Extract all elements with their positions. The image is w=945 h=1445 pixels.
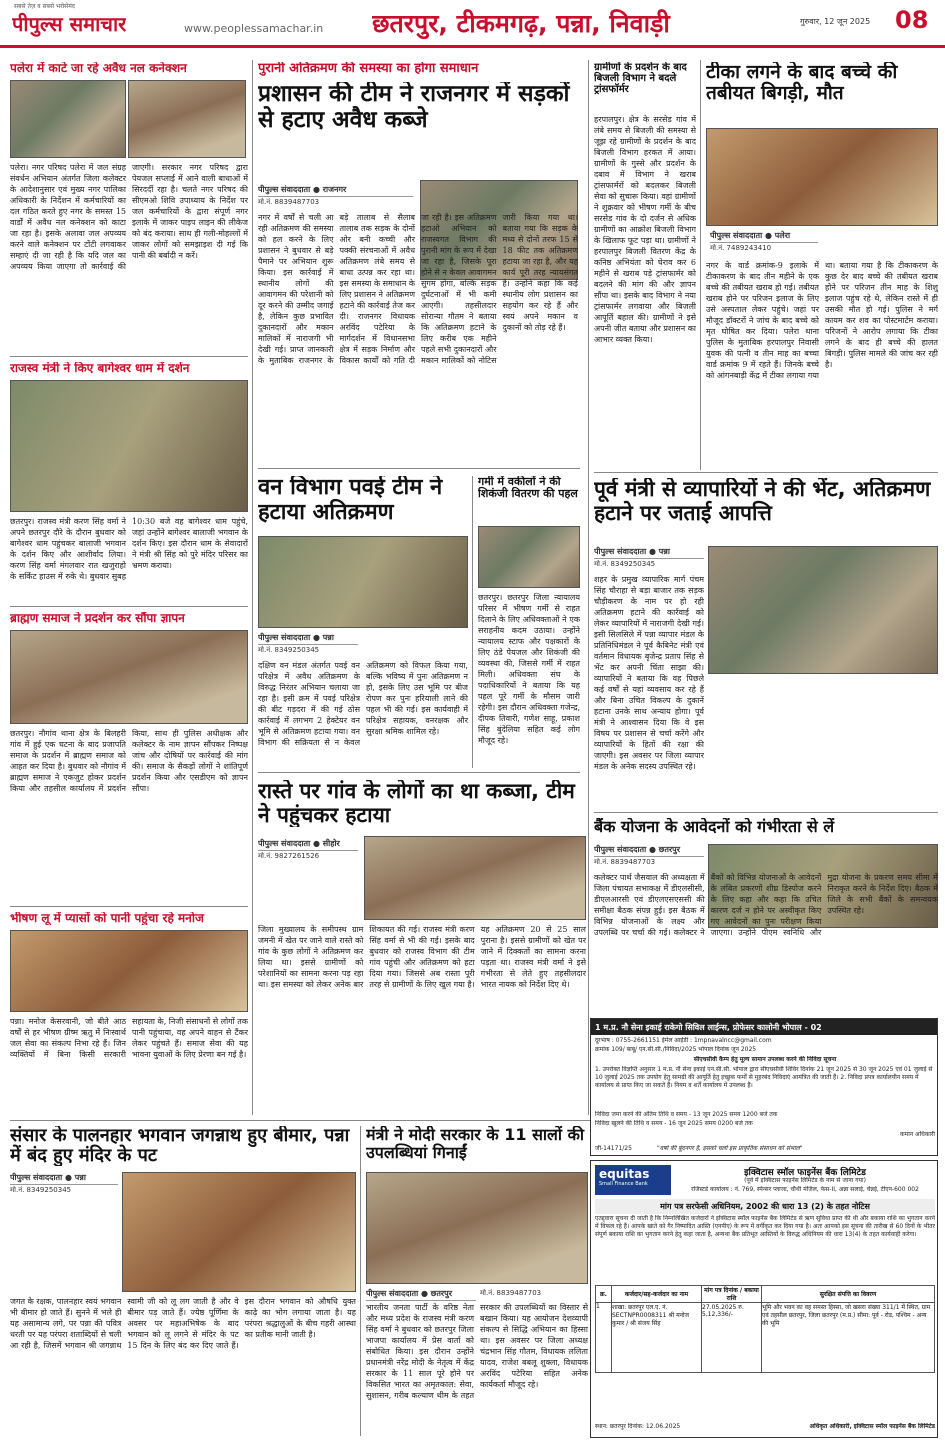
story-1-photo-a: [10, 80, 126, 158]
story-9-body: छतरपुर। छतरपुर जिला न्यायालय परिसर में भीषण गर्मी से राहत दिलाने के लिए अधिवक्ताओं ने एक सराहनीय कदम उठाया। उन्होंने न्यायालय स्टाफ और पक्षकारों के लिए ठंडे पेयजल और शिकंजी की व्यवस्था की, जिससे गर्मी में राहत मिली। अधिवक्ता संघ के पदाधिकारियों ने बताया कि यह पहल पूरे गर्मी के मौसम जारी रहेगी। इस दौरान अधिवक्ता गजेन्द्र, दीपक तिवारी, गणेश साहू, प्रकाश सिंह बुंदेलिया सहित कई लोग मौजूद रहे।: [478, 593, 580, 745]
story-10-mobile: मो.नं. 8349250345: [594, 560, 656, 568]
story-11-byline: पीपुल्स संवाददाता ● सीहोर: [258, 838, 358, 851]
story-8-mobile: मो.नं. 8349250345: [258, 646, 320, 654]
story-11-body: जिला मुख्यालय के समीपस्थ ग्राम जमनी में खेत पर जाने वाले रास्ते को गांव के कुछ लोगों ने अतिक्रमण कर लिया था। इससे ग्रामीणों को परेशानियों का सामना करना पड़ रहा था। इस समस्या को लेकर अनेक बार शिकायत की गई। राजस्व मंत्री करण सिंह वर्मा से भी की गई। इसके बाद बुधवार को राजस्व विभाग की टीम गांव पहुंची और अतिक्रमण को हटा दिया गया। जिससे अब रास्ता पूरी तरह से ग्रामीणों के लिए खुल गया है। यह अतिक्रमण 20 से 25 साल पुराना है। इससे ग्रामीणों को खेत पर जाने में दिक्कतों का सामना करना पड़ता था। राजस्व मंत्री वर्मा ने इसे गंभीरता से लेते हुए तहसीलदार भारत नायक को निर्देश दिए थे।: [258, 925, 586, 989]
equitas-place-date: स्थान: छतरपुर दिनांक: 12.06.2025: [595, 1423, 681, 1430]
story-12-mobile: मो.नं. 8839487703: [594, 858, 656, 866]
table-header-3: सुरक्षित संपत्ति का विवरण: [762, 1286, 935, 1303]
story-1-body: पलेरा। नगर परिषद पलेरा में जल संग्रह संवर्धन अभियान अंतर्गत जिला कलेक्टर के आदेशानुसार एवं मुख्य नगर पालिका अधिकारी के निर्देशन में कर्मचारियों का दल गठित करते हुए नगर के समस्त 15 वार्डों में अवैध नल कनेक्शन को काटा जा रहा है। इसके अलावा जल अपव्यय करने वाले कनेक्शन पर टोंटी लगवाकर सम्हाएं दी जा रही है कि यदि जल का अपव्यय किया जाएगा तो कार्रवाई की जाएगी। सरकार नगर परिषद द्वारा पेयजल सप्लाई में आने वाली बाधाओं में सिरदर्दी रहा है। चलते नगर परिषद की सीएमओ शिवि उपाध्याय के निर्देश पर जल कर्मचारियों के द्वारा संपूर्ण नगर इलाके में जाकर पाइप लाइन की लीकेज को बंद कराया। साथ ही गली-मोहल्लों में जाकर लोगों को समझाइश दी गई कि पानी की बर्बादी न करें।: [10, 163, 248, 271]
story-6-body: छतरपुर। नौगांव थाना क्षेत्र के बिलहरी गांव में हुई एक घटना के बाद प्रजापति समाज के प्रदर्शन में ब्राह्मण समाज को आहत कर दिया है। बुधवार को नौगांव में ब्राह्मण समाज ने एकजुट होकर प्रदर्शन किया और तहसील कार्यालय में प्रदर्शन किया, साथ ही पुलिस अधीक्षक और कलेक्टर के नाम ज्ञापन सौंपकर निष्पक्ष जांच और दोषियों पर कार्रवाई की मांग की। समाज के सैकड़ों लोगों ने शांतिपूर्ण प्रदर्शन किया और एसडीएम को ज्ञापन सौंपा।: [10, 729, 248, 793]
table-cell: 27.05.2025 रु. 5,12,336/-: [702, 1303, 762, 1373]
tender-title: सीएचसीवी कैम्प हेतु मूल्य सामान उपलब्ध करने की निविदा सूचना: [693, 1056, 837, 1063]
story-14-body: भारतीय जनता पार्टी के वरिष्ठ नेता और मध्य प्रदेश के राजस्व मंत्री करण सिंह वर्मा ने बुधवार को छतरपुर जिला भाजपा कार्यालय में प्रेस वार्ता को संबोधित किया। इस दौरान उन्होंने प्रधानमंत्री नरेंद्र मोदी के नेतृत्व में केंद्र सरकार के 11 साल पूरे होने पर विकसित भारत का अमृतकाल: सेवा, सुशासन, गरीब कल्याण थीम के तहत सरकार की उपलब्धियों का विस्तार से बखान किया। यह आयोजन देशव्यापी संकल्प से सिद्धि अभियान का हिस्सा था। इस अवसर पर जिला अध्यक्ष चंद्रभान सिंह गौतम, विधायक ललिता यादव, राजेश बबलू शुक्ला, विधायक अरविंद पटेरिया सहित अनेक कार्यकर्ता मौजूद रहे।: [366, 1303, 588, 1400]
table-header-2: मांग पत्र दिनांक / बकाया राशि: [702, 1286, 762, 1303]
brand-logo: पीपुल्स समाचार: [12, 12, 127, 36]
story-3-body: हरपालपुर। क्षेत्र के सरसेड गांव में लंबे समय से बिजली की समस्या से जूझ रहे ग्रामीणों के प्रदर्शन के बाद बिजली विभाग हरकत में आया। ग्रामीणों के गुस्से और प्रदर्शन के दबाव में विभाग ने खराब ट्रांसफार्मरों को बदलकर बिजली सेवा को सुचारू किया। वहां ग्रामीणों ने शुक्रवार को भीषण गर्मी के बीच सरसेड गांव के दो दर्जन से अधिक ग्रामीणों का आक्रोश बिजली विभाग के खिलाफ फूट पड़ा था। ग्रामीणों ने हरपालपुर बिजली वितरण केंद्र के कनिष्ठ अभियंता को घेराव कर 6 महीने से खराब पड़े ट्रांसफार्मर को बदलने की मांग की और ज्ञापन सौंपा था। इसके बाद विभाग ने नया ट्रांसफार्मर लगवाया और बिजली आपूर्ति बहाल की। ग्रामीणों ने इसे अपनी जीत बताया और प्रशासन का आभार व्यक्त किया।: [594, 115, 696, 344]
story-11-headline: रास्ते पर गांव के लोगों का था कब्जा, टीम ने पहुंचकर हटाया: [258, 780, 575, 827]
story-10-photo: [708, 546, 938, 674]
story-4-byline: पीपुल्स संवाददाता ● पलेरा: [710, 230, 818, 243]
equitas-logo: [595, 1165, 671, 1195]
story-10-byline: पीपुल्स संवाददाता ● पन्ना: [594, 546, 704, 559]
story-10-body-cont: [708, 678, 938, 812]
story-1-photo-b: [128, 80, 246, 158]
story-13-body: जगत के रक्षक, पालनहार स्वयं भगवान भी बीमार हो जाते हैं। सुनने में भले ही यह असामान्य लगे, पर पन्ना की पवित्र धरती पर यह परंपरा शताब्दियों से चली आ रही है, जिसमें भगवान श्री जगन्नाथ स्वामी जी को लू लग जाती है और वे बीमार पड़ जाते हैं। ज्येष्ठ पूर्णिमा के अवसर पर महाअभिषेक के बाद भगवान को लू लगने से मंदिर के पट 15 दिन के लिए बंद कर दिए जाते हैं। इस दौरान भगवान को औषधि युक्त काढ़े का भोग लगाया जाता है। यह परंपरा श्रद्धालुओं के बीच गहरी आस्था का प्रतीक मानी जाती है।: [10, 1297, 356, 1350]
story-6-photo: [10, 630, 248, 724]
region-title: छतरपुर, टीकमगढ़, पन्ना, निवाड़ी: [372, 9, 670, 38]
equitas-subname: (पूर्व में इक्विटास फाइनेंस लिमिटेड के नाम से जाना गया): [744, 1177, 866, 1184]
story-14-headline: मंत्री ने मोदी सरकार के 11 सालों की उपलब्धियां गिनाईं: [366, 1126, 585, 1162]
story-11-photo: [364, 836, 586, 920]
issue-date: गुरुवार, 12 जून 2025: [800, 17, 871, 26]
story-2-body: नगर में वर्षों से चली आ रही अतिक्रमण की समस्या को हल करने के लिए प्रशासन ने बुधवार से बड़े पैमाने पर अभियान शुरू किया। इस कार्रवाई में स्थानीय लोगों की आवागमन की परेशानी को दूर करने की उम्मीद जगाई है, लेकिन कुछ प्रभावित दुकानदारों और मकान मालिकों में नाराजगी भी देखी गई। प्राप्त जानकारी के मुताबिक राजनगर के बड़े तालाब से सैलाब तालाब तक सड़क के दोनों ओर बनी कच्ची और पक्की संरचनाओं में अवैध अतिक्रमण लंबे समय से बाधा उत्पन्न कर रहा था। इस समस्या के समाधान के लिए प्रशासन ने अतिक्रमण हटाने की कार्रवाई तेज कर दी। राजनगर विधायक अरविंद पटेरिया के मार्गदर्शन में विधानसभा क्षेत्र में सड़क निर्माण और विकास कार्यों को गति दी जा रही है। इस अतिक्रमण हटाओ अभियान को राजस्वगत विभाग की पुरानी मांग के रूप में देखा जा रहा है, जिसके पूरा होने से न केवल आवागमन सुगम होगा, बल्कि सड़क दुर्घटनाओं में भी कमी आएगी। तहसीलदार सोरान्या गौतम ने बताया कि अतिक्रमण हटाने के लिए करीब एक महीने पहले सभी दुकानदारों और मकान मालिकों को नोटिस जारी किया गया था। बताया गया कि सड़क के मध्य से दोनों तरफ 15 से 18 फीट तक अतिक्रमण हटाया जा रहा है, और यह कार्य पूरी तरह न्यायसंगत है। उन्होंने कहा कि कई स्थानीय लोग प्रशासन का सहयोग कर रहे हैं और स्वयं अपने मकान व दुकानों को तोड़ रहे हैं।: [258, 213, 578, 365]
story-7-headline: भीषण लू में प्यासों को पानी पहुंचा रहे मनोज: [10, 912, 204, 925]
equitas-ad: [590, 1160, 938, 1438]
story-4-headline: टीका लगने के बाद बच्चे की तबीयत बिगड़ी, मौत: [706, 62, 898, 105]
story-9-photo: [478, 526, 580, 588]
story-9-headline: गर्मी में वकीलों ने की शिकंजी वितरण की पहल: [478, 476, 578, 501]
story-12-byline: पीपुल्स संवाददाता ● छतरपुर: [594, 844, 704, 857]
story-7-body: पन्ना। मनोज केसरवानी, जो बीते आठ वर्षों से हर भीषण ग्रीष्म ऋतु में निःस्वार्थ जल सेवा का संकल्प निभा रहे हैं। जिन व्यक्तियों में बिना किसी सरकारी सहायता के, निजी संसाधनों से लोगों तक पानी पहुंचाया, वह अपने वाहन से टैंकर लेकर पहुंचते हैं। समाज सेवा की यह भावना युवाओं के लिए प्रेरणा बन गई है।: [10, 1017, 248, 1059]
story-2-headline: प्रशासन की टीम ने राजनगर में सड़कों से हटाए अवैध कब्जे: [258, 82, 570, 133]
equitas-signature: अधिकृत अधिकारी, इक्विटास स्मॉल फाइनेंस बैंक लिमिटेड: [809, 1423, 935, 1430]
tender-schedule-1: निविदा जमा करने की अंतिम तिथि व समय - 13 जून 2025 समय 1200 बजे तक: [595, 1111, 778, 1118]
story-13-headline: संसार के पालनहार भगवान जगन्नाथ हुए बीमार, पन्ना में बंद हुए मंदिर के पट: [10, 1126, 350, 1167]
story-13-photo: [122, 1172, 356, 1292]
story-10-headline: पूर्व मंत्री से व्यापारियों ने की भेंट, अतिक्रमण हटाने पर जताई आपत्ति: [594, 478, 931, 525]
story-4-photo: [706, 128, 938, 226]
story-4-mobile: मो.नं. 7489243410: [710, 244, 772, 252]
brand-tagline: सबसे तेज़ व सबसे भरोसेमंद: [14, 3, 75, 10]
masthead: [0, 0, 945, 48]
tender-header: 1 म.प्र. नौ सेना इकाई राकेगो सिविल लाईन्स, प्रोफेसर कालोनी भोपाल - 02: [591, 1019, 937, 1035]
table-cell: भूमि और भवन का वह समस्त हिस्सा, जो खसरा संख्या 311/1 में स्थित, ग्राम एवं तहसील छतरपुर, जिला छतरपुर (म.प्र.) सीमा: पूर्व - रोड, पश्चिम - अन्य की भूमि: [762, 1303, 935, 1373]
equitas-table: [595, 1285, 935, 1373]
story-1-headline: पलेरा में काटे जा रहे अवैध नल कनेक्शन: [10, 62, 187, 75]
table-header-1: कर्जदार/सह-कर्जदार का नाम: [612, 1286, 702, 1303]
equitas-notice-title: मांग पत्र सरफेसी अधिनियम, 2002 की धारा 13 (2) के तहत नोटिस: [595, 1199, 935, 1214]
tender-body: 1. उपरोक्त विज्ञप्ति अनुसार 1 म.प्र. नौ सेना इकाई एन.सी.सी. भोपाल द्वारा सीएचसीवी शिविर दिनांक 21 जून 2025 से 30 जून 2025 एवं 01 जुलाई से 10 जुलाई 2025 तक उपयोग हेतु सामग्री की आपूर्ति हेतु इच्छुक फर्मों से मुहरबंद निविदाएं आमंत्रित की जाती हैं। 2. निविदा प्रपत्र कार्यालयीन समय में कार्यालय से प्राप्त किए जा सकते हैं। नियम व शर्तें कार्यालय में उपलब्ध हैं।: [595, 1066, 933, 1089]
table-row: [596, 1303, 935, 1373]
tender-officer: कमान अधिकारी: [900, 1131, 935, 1138]
equitas-logo-text: equitas: [599, 1167, 650, 1181]
equitas-name: इक्विटास स्मॉल फाइनेंस बैंक लिमिटेड: [744, 1168, 866, 1178]
story-8-photo: [258, 536, 468, 628]
story-3-headline: ग्रामीणों के प्रदर्शन के बाद बिजली विभाग ने बदले ट्रांसफॉर्मर: [594, 62, 687, 96]
story-13-byline: पीपुल्स संवाददाता ● पन्ना: [10, 1172, 118, 1185]
website-url: www.peoplessamachar.in: [184, 22, 324, 35]
story-14-photo: [366, 1172, 588, 1284]
tender-slogan: "वर्षा की बूंदनगर है, इसको चलो इस प्राकृतिक संसाधन को संभाल": [657, 1145, 803, 1152]
tender-schedule-2: निविदा खुलने की तिथि व समय - 16 जून 2025 समय 0200 बजे तक: [595, 1120, 753, 1127]
story-5-headline: राजस्व मंत्री ने किए बागेश्वर धाम में दर्शन: [10, 362, 190, 375]
equitas-logo-sub: Small Finance Bank: [599, 1181, 648, 1187]
story-12-body: कलेक्टर पार्थ जैसवाल की अध्यक्षता में जिला पंचायत सभाकक्ष में डीएलसीसी, डीएलआरसी एवं डीएलएसएससी की समीक्षा बैठक संपन्न हुई। इस बैठक में विभिन्न योजनाओं के लक्ष्य और उपलब्धि पर चर्चा की गई। कलेक्टर ने बैंकों को विभिन्न योजनाओं के आवेदनों के लंबित प्रकरणों शीघ्र डिस्पोज करने के लिए कहा और कहा कि उचित कारण दर्ज न होने पर अस्वीकृत किए गए आवेदनों का पुनः परीक्षण किया जाएगा। उन्होंने पीएम स्वनिधि और मुद्रा योजना के प्रकरण समय सीमा में निराकृत करने के निर्देश दिए। बैठक में जिले के सभी बैंकों के समन्वयक उपस्थित रहे।: [594, 873, 938, 937]
story-10-body: शहर के प्रमुख व्यापारिक मार्ग पंचम सिंह चौराहा से बड़ा बाजार तक सड़क चौड़ीकरण के नाम पर हो रही अतिक्रमण हटाने की कार्रवाई को लेकर व्यापारियों में नाराजगी देखी गई। इसी सिलसिले में पन्ना व्यापार मंडल के प्रतिनिधिमंडल ने पूर्व कैबिनेट मंत्री एवं वर्तमान विधायक बृजेन्द्र प्रताप सिंह से भेंट कर अपनी चिंता साझा की। व्यापारियों ने बताया कि वह पिछले कई वर्षों से यहां व्यवसाय कर रहे हैं और बिना उचित विकल्प के दुकानें हटाना उनके साथ अन्याय होगा। पूर्व मंत्री ने आश्वासन दिया कि वे इस विषय पर प्रशासन से चर्चा करेंगे और व्यापारियों के हितों की रक्षा की जाएगी। इस अवसर पर जिला व्यापार मंडल के अनेक सदस्य उपस्थित रहे।: [594, 575, 704, 771]
table-header-0: क्र.: [596, 1286, 612, 1303]
story-12-headline: बैंक योजना के आवेदनों को गंभीरता से लें: [594, 818, 835, 836]
tender-footer: जी-14171/25: [595, 1145, 632, 1152]
story-7-photo: [10, 930, 248, 1012]
tender-ref: क्रमांक 109/ बाबू/ एन.सी.सी./निविदा/2025 भोपाल दिनांक जून 2025: [595, 1046, 757, 1053]
table-cell: शाखा: छतरपुर एल.ए. नं. SECTNPR0008311 श्री मनोज कुमार / श्री संजय सिंह: [612, 1303, 702, 1373]
table-cell: 1: [596, 1303, 612, 1373]
page-number: 08: [895, 6, 929, 34]
story-2-byline: पीपुल्स संवाददाता ● राजनगर: [258, 184, 413, 197]
story-5-photo: [10, 380, 248, 512]
story-11-mobile: मो.नं. 9827261526: [258, 852, 320, 860]
story-14-mobile: मो.नं. 8839487703: [480, 1289, 542, 1297]
story-2-kicker: पुरानी अतिक्रमण की समस्या का होगा समाधान: [258, 62, 479, 76]
story-8-byline: पीपुल्स संवाददाता ● पन्ना: [258, 632, 358, 645]
equitas-notice-body: एतद्द्वारा सूचना दी जाती है कि निम्नलिखित कर्जदारों ने इक्विटास स्मॉल फाइनेंस बैंक लिमिटेड से ऋण सुविधा प्राप्त की थी और बकाया राशि का भुगतान करने में विफल रहे हैं। आपके खाते को गैर निष्पादित आस्ति (एनपीए) के रूप में वर्गीकृत कर दिया गया है। अतः आपको इस सूचना की तारीख से 60 दिनों के भीतर संपूर्ण बकाया राशि का भुगतान करने हेतु कहा जाता है, अन्यथा बैंक प्रतिभूत आस्तियों के विरुद्ध अधिनियम की धारा 13(4) के तहत कार्यवाही करेगा।: [595, 1215, 935, 1238]
equitas-address: रजिस्टर्ड कार्यालय : नं. 769, स्पेन्सर प्लाजा, चौथी मंजिल, फेस-II, अन्ना सलाई, चेन्नई, टीएन-600 002: [691, 1186, 919, 1193]
story-2-mobile: मो.नं. 8839487703: [258, 198, 320, 206]
story-14-byline: पीपुल्स संवाददाता ● छतरपुर: [366, 1288, 476, 1301]
story-6-headline: ब्राह्मण समाज ने प्रदर्शन कर सौंपा ज्ञापन: [10, 612, 185, 625]
story-13-mobile: मो.नं. 8349250345: [10, 1186, 72, 1194]
story-8-headline: वन विभाग पवई टीम ने हटाया अतिक्रमण: [258, 476, 443, 525]
story-5-body: छतरपुर। राजस्व मंत्री करण सिंह वर्मा ने अपने छतरपुर दौरे के दौरान बुधवार को बागेश्वर धाम पहुंचकर बालाजी भगवान के दर्शन किए और आशीर्वाद लिया। करण सिंह वर्मा मंगलवार रात खजुराहो के सर्किट हाउस में रुके थे। बुधवार सुबह 10:30 बजे वह बागेश्वर धाम पहुंचे, जहां उन्होंने बागेश्वर बालाजी भगवान के दर्शन किए। इस दौरान धाम के सेवादारों ने मंत्री श्री सिंह को पुरे मंदिर परिसर का भ्रमण कराया।: [10, 517, 248, 581]
story-4-body: नगर के वार्ड क्रमांक-9 इलाके में टीकाकरण के बाद तीन महीने के एक बच्चे की तबीयत खराब हो गई। तबीयत खराब होने पर परिजन इलाज के लिए उसे अस्पताल लेकर पहुंचे। जहां पर मौजूद डॉक्टरों ने जांच के बाद बच्चे को मृत घोषित कर दिया। पलेरा थाना पुलिस के मुताबिक हरपालपुर निवासी युवक की पत्नी व तीन माह का बच्चा वार्ड क्रमांक 9 में रहते हैं। जिनके बच्चे को आंगनबाड़ी केंद्र में टीका लगाया गया था। बताया गया है कि टीकाकरण के कुछ देर बाद बच्चे की तबीयत खराब होने पर परिजन तीन माह के शिशु इलाज पहुंच रहे थे, लेकिन रास्ते में ही उसकी मौत हो गई। पुलिस ने मर्ग कायम कर शव का पोस्टमार्टम कराया। परिजनों ने आरोप लगाया कि टीका लगने के बाद ही बच्चे की हालत बिगड़ी। पुलिस मामले की जांच कर रही है।: [706, 261, 938, 380]
tender-ad: [590, 1018, 938, 1156]
story-8-body: दक्षिण वन मंडल अंतर्गत पवई वन परिक्षेत्र में अवैध अतिक्रमण के विरुद्ध निरंतर अभियान चलाया जा रहा है। इसी क्रम में पवई परिक्षेत्र की बीट गड़दरा में की गई ठोस कार्रवाई में लगभग 2 हेक्टेयर वन भूमि से अतिक्रमण हटाया गया। वन विभाग की सक्रियता से न केवल अतिक्रमण को विफल किया गया, बल्कि भविष्य में पुनः अतिक्रमण न हो, इसके लिए उस भूमि पर बीज रोपण कर पुनः हरियाली लाने की पहल भी की गई। इस कार्यवाही में परिक्षेत्र सहायक, वनरक्षक और सुरक्षा श्रमिक शामिल रहे।: [258, 661, 468, 747]
tender-phone: दूरभाष : 0755-2661151 ईमेल आईडी : 1mpnavalncc@gmail.com: [595, 1037, 772, 1044]
